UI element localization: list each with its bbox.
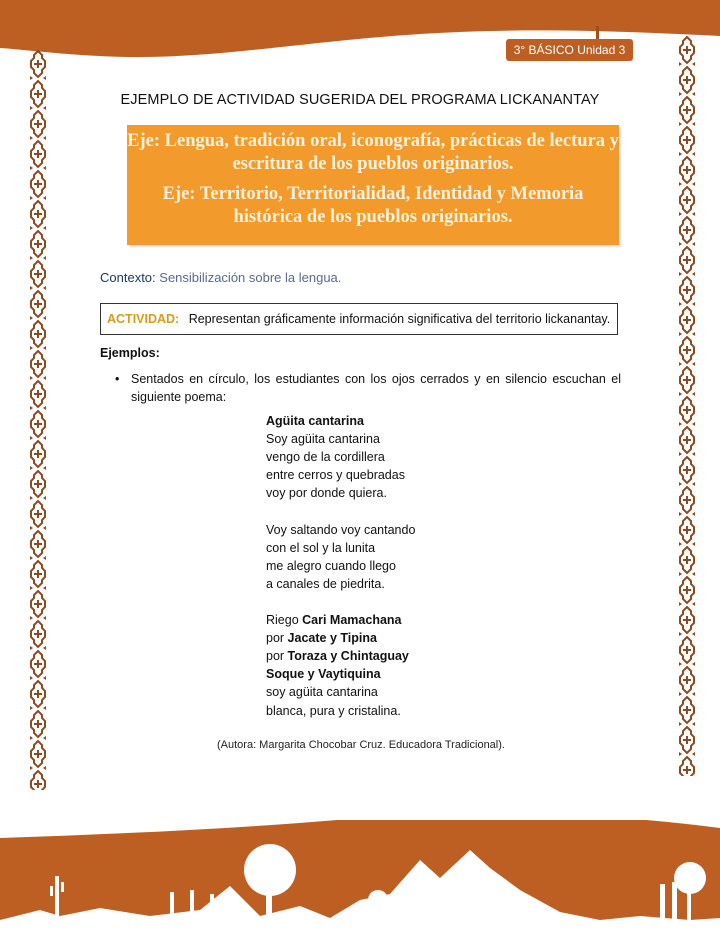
- poem-line: voy por donde quiera.: [266, 486, 387, 501]
- right-pattern-border-icon: [677, 36, 697, 776]
- poem-line: soy agüita cantarina: [266, 685, 378, 700]
- eje-1: Eje: Lengua, tradición oral, iconografía, prácticas de lectura y escritura de los pueblos originarios.: [127, 131, 619, 174]
- activity-value: Representan gráficamente información significativa del territorio lickanantay.: [188, 312, 611, 326]
- poem-text: Riego: [266, 613, 303, 628]
- poem-spacer: [266, 502, 415, 520]
- poem-place-name: Jacate y Tipina: [287, 631, 377, 646]
- left-pattern-border-icon: [28, 50, 48, 790]
- poem-line: a canales de piedrita.: [266, 576, 385, 591]
- badge-stem: [596, 26, 599, 40]
- poem-place-name: Cari Mamachana: [302, 613, 402, 628]
- context-value: Sensibilización sobre la lengua.: [159, 270, 342, 285]
- eje-2: Eje: Territorio, Territorialidad, Identidad y Memoria histórica de los pueblos originarios.: [162, 184, 584, 227]
- poem-line: blanca, pura y cristalina.: [266, 703, 401, 718]
- poem-title: Agüita cantarina: [266, 414, 364, 428]
- activity-box: [100, 303, 618, 335]
- poem-text: por: [266, 631, 288, 646]
- poem: [266, 412, 415, 720]
- context-label: Contexto:: [100, 270, 156, 285]
- poem-line: Soque y Vaytiquina: [266, 667, 381, 682]
- poem-line: vengo de la cordillera: [266, 450, 385, 465]
- bullet-text: Sentados en círculo, los estudiantes con los ojos cerrados y en silencio escuchan el siguiente poema:: [131, 372, 621, 404]
- poem-line: [266, 647, 415, 665]
- poem-spacer: [266, 593, 415, 611]
- poem-line: con el sol y la lunita: [266, 540, 376, 555]
- poem-line: [266, 611, 415, 629]
- poem-place-name: Toraza y Chintaguay: [287, 649, 409, 664]
- landscape-silhouette-icon: [0, 820, 720, 932]
- poem-text: por: [266, 649, 288, 664]
- poem-line: Soy agüita cantarina: [266, 432, 380, 447]
- unit-badge: 3° BÁSICO Unidad 3: [506, 39, 633, 61]
- poem-line: me alegro cuando llego: [266, 558, 396, 573]
- poem-line: entre cerros y quebradas: [266, 468, 405, 483]
- examples-heading: Ejemplos:: [100, 346, 160, 360]
- example-bullet: [115, 370, 621, 406]
- poem-line: Voy saltando voy cantando: [266, 522, 416, 537]
- page-title: EJEMPLO DE ACTIVIDAD SUGERIDA DEL PROGRAMA LICKANANTAY: [120, 92, 600, 108]
- activity-label: ACTIVIDAD:: [107, 312, 180, 326]
- bullet-icon: •: [115, 372, 120, 386]
- poem-author: (Autora: Margarita Chocobar Cruz. Educadora Tradicional).: [217, 739, 505, 751]
- poem-line: [266, 629, 415, 647]
- eje-box: [127, 125, 619, 245]
- context-line: [100, 270, 341, 285]
